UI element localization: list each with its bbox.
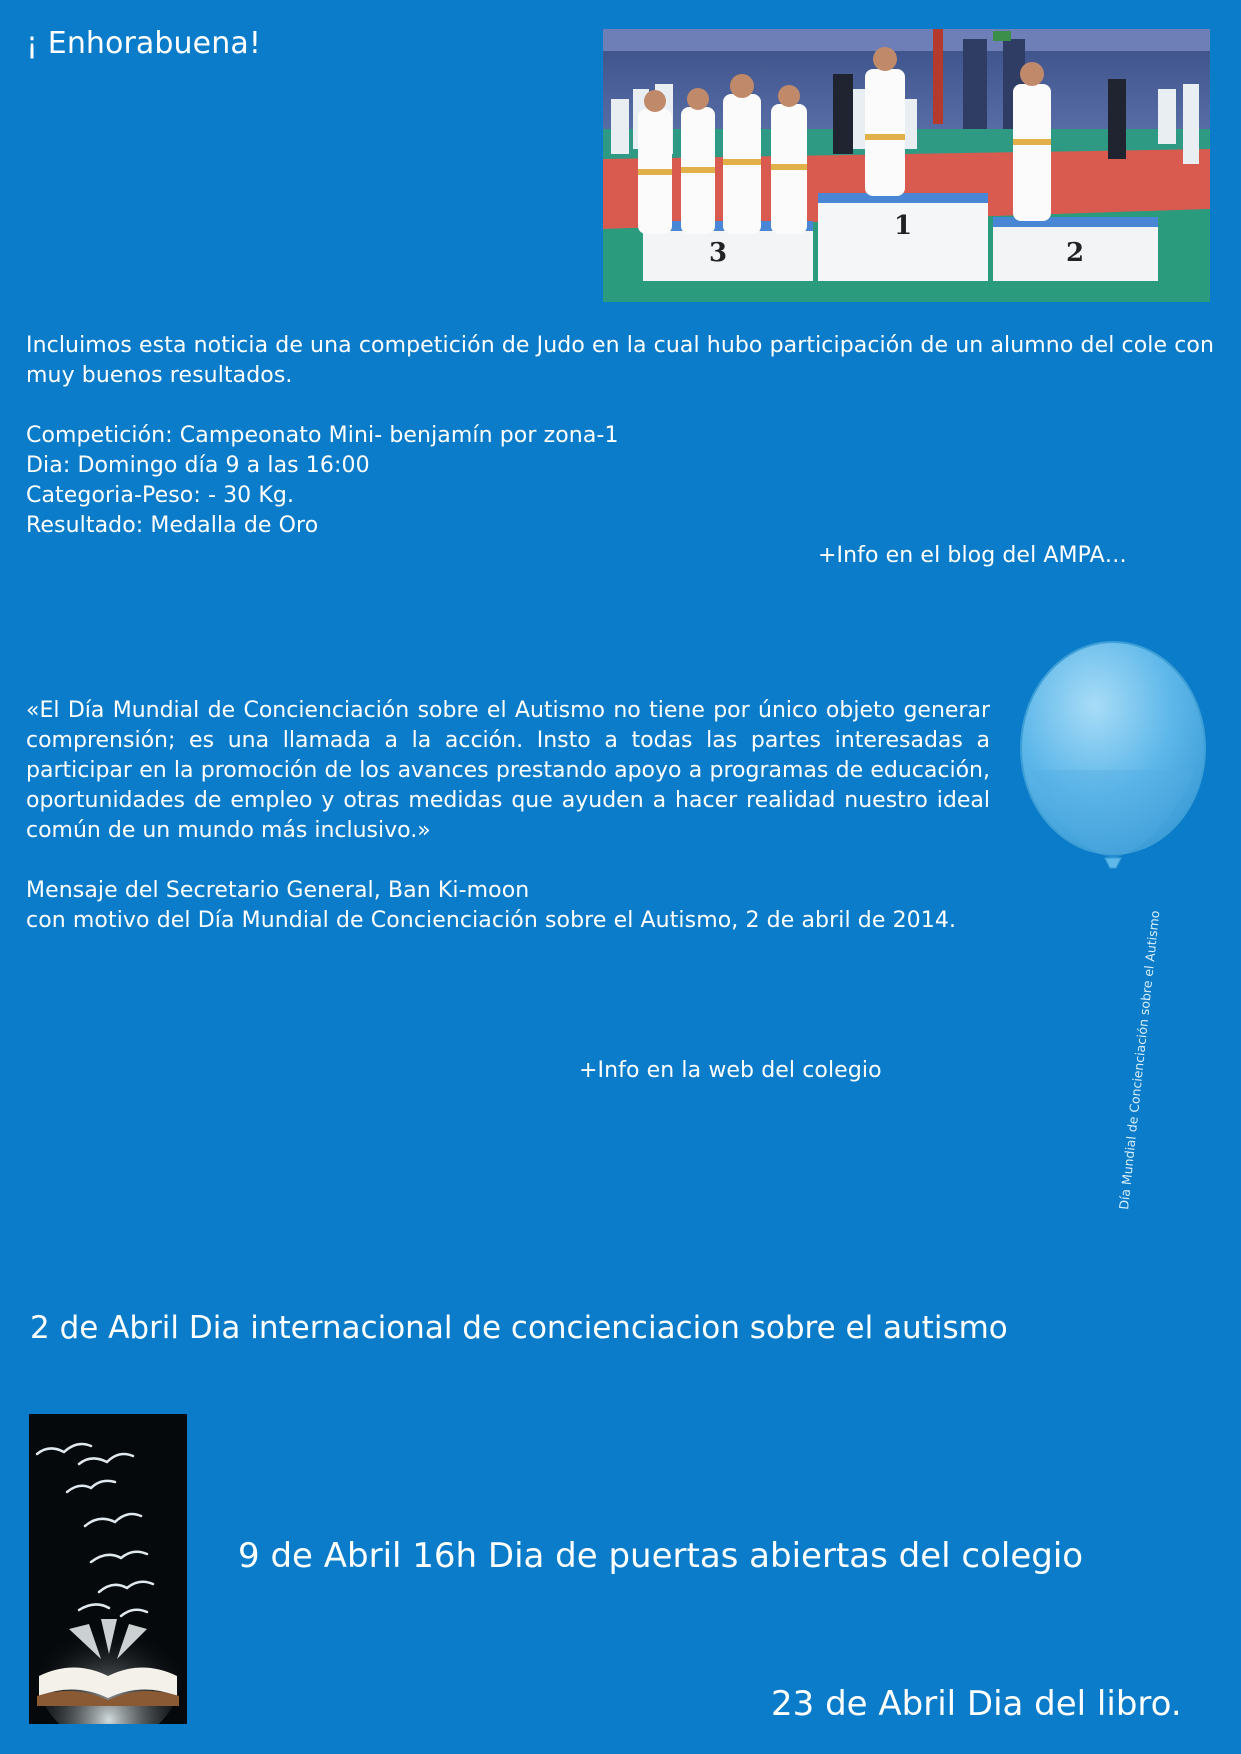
event-book-day: 23 de Abril Dia del libro. [771, 1684, 1182, 1724]
event-autism-day: 2 de Abril Dia internacional de concienciacion sobre el autismo [30, 1310, 1008, 1346]
judo-intro: Incluimos esta noticia de una competición de Judo en la cual hubo participación de un alumno del cole con muy buenos resultados. [26, 333, 1215, 388]
book-illustration [29, 1414, 187, 1724]
event-open-day: 9 de Abril 16h Dia de puertas abiertas del colegio [238, 1536, 1084, 1576]
quote-attribution-2: con motivo del Día Mundial de Concienciación sobre el Autismo, 2 de abril de 2014. [26, 908, 957, 933]
judo-day: Dia: Domingo día 9 a las 16:00 [26, 453, 370, 478]
judo-heading: ¡ Enhorabuena! [26, 26, 261, 61]
balloon-caption: Día Mundial de Concienciación sobre el Autismo [1116, 909, 1163, 1211]
judo-competition: Competición: Campeonato Mini- benjamín por zona-1 [26, 423, 619, 448]
judo-category: Categoria-Peso: - 30 Kg. [26, 483, 295, 508]
podium-label-2: 2 [1065, 238, 1085, 268]
judo-podium-photo [603, 29, 1210, 302]
podium-label-3: 3 [708, 238, 728, 268]
school-web-link[interactable]: +Info en la web del colegio [579, 1058, 882, 1083]
autism-balloon-illustration [1010, 620, 1210, 1220]
ampa-blog-link[interactable]: +Info en el blog del AMPA… [818, 543, 1127, 568]
quote-attribution-1: Mensaje del Secretario General, Ban Ki-moon [26, 878, 530, 903]
autism-quote: «El Día Mundial de Concienciación sobre el Autismo no tiene por único objeto generar comprensión; es una llamada a la acción. Insto a todas las partes interesadas a participar en la promoción de los avances prestando apoyo a programas de educación, oportunidades de empleo y otras medidas que ayuden a hacer realidad nuestro ideal común de un mundo más inclusivo.» [26, 698, 990, 843]
judo-result: Resultado: Medalla de Oro [26, 513, 319, 538]
podium-label-1: 1 [893, 211, 913, 241]
